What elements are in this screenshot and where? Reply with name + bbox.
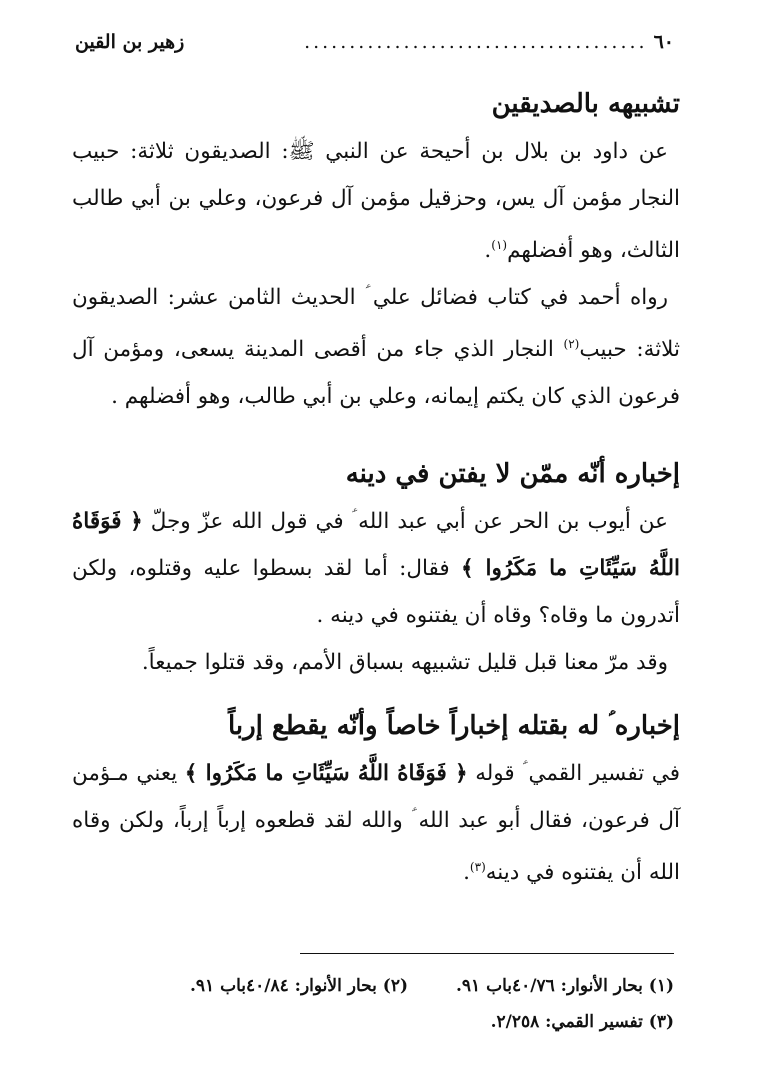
- paragraph-text: في تفسير القمي ؑ قوله: [467, 761, 680, 787]
- book-title: زهير بن القين: [75, 31, 185, 53]
- footnote-divider: [300, 953, 674, 954]
- paragraph: [72, 750, 680, 896]
- paragraph-text: يعني مـؤمن آل فرعون، فقال أبو عبد الله ؑ والله لقد قطعوه إرباً إرباً، ولكن وقاه الله أن يفتنوه في دينه: [72, 761, 680, 886]
- section-spacer: [72, 420, 680, 450]
- section-heading-siddiqin: تشبيهه بالصديقين: [491, 89, 680, 119]
- footnotes: [110, 968, 674, 1040]
- paragraph: [72, 498, 680, 639]
- section-heading-not-tempted: إخباره أنّه ممّن لا يفتن في دينه: [345, 459, 680, 490]
- paragraph-text: عن داود بن بلال بن أحيحة عن النبي ﷺ: الصديقون ثلاثة: حبيب النجار مؤمن آل يس، وحزقيل مؤمن آل فرعون، وعلي بن أبي طالب الثالث، وهو أفضلهم: [72, 139, 680, 264]
- paragraph: [72, 274, 680, 420]
- header-leader-dots: ......................................: [304, 31, 648, 53]
- page-number: ٦٠: [653, 31, 674, 53]
- footnote-row: [110, 968, 674, 1004]
- page-body: [72, 80, 680, 896]
- footnote-2: (٢) بحار الأنوار: ٤٠/٨٤باب ٩١.: [190, 976, 408, 996]
- paragraph-text: عن أيوب بن الحر عن أبي عبد الله ؑ في قول الله عزّ وجلّ: [142, 509, 669, 535]
- quran-verse: ﴿ فَوَقَاهُ اللَّهُ سَيِّئَاتِ ما مَكَرُوا ﴾: [184, 761, 468, 787]
- paragraph-text: وقد مرّ معنا قبل قليل تشبيهه بسباق الأمم، وقد قتلوا جميعاً.: [141, 650, 668, 676]
- footnote-ref: (٢): [563, 337, 580, 352]
- footnote-ref: (١): [491, 238, 508, 252]
- footnote-row: [110, 1004, 674, 1040]
- paragraph-text: النجار الذي جاء من أقصى المدينة يسعى، ومؤمن آل فرعون الذي كان يكتم إيمانه، وعلي بن أبي طالب، وهو أفضلهم .: [72, 337, 680, 410]
- footnote-ref: (٣): [469, 860, 486, 875]
- footnote-1: (١) بحار الأنوار: ٤٠/٧٦باب ٩١.: [456, 976, 674, 996]
- paragraph: [72, 128, 680, 274]
- paragraph-text: .: [484, 238, 492, 264]
- quran-verse: ﴿ فَوَقَاهُ اللَّهُ سَيِّئَاتِ ما مَكَرُوا ﴾: [72, 509, 680, 582]
- running-header: [75, 22, 674, 62]
- section-heading-killed: إخباره ؑ له بقتله إخباراً خاصاً وأنّه يقطع إرباً: [227, 711, 680, 742]
- paragraph-text: فقال: أما لقد بسطوا عليه وقتلوه، ولكن أتدرون ما وقاه؟ وقاه أن يفتنوه في دينه .: [72, 556, 680, 629]
- paragraph-text: .: [463, 860, 470, 886]
- footnote-3: (٣) تفسير القمي: ٢/٢٥٨.: [490, 1012, 674, 1032]
- paragraph: [72, 639, 680, 686]
- paragraph-text: رواه أحمد في كتاب فضائل علي ؑ الحديث الثامن عشر: الصديقون ثلاثة: حبيب: [72, 285, 680, 363]
- section-spacer: [72, 686, 680, 702]
